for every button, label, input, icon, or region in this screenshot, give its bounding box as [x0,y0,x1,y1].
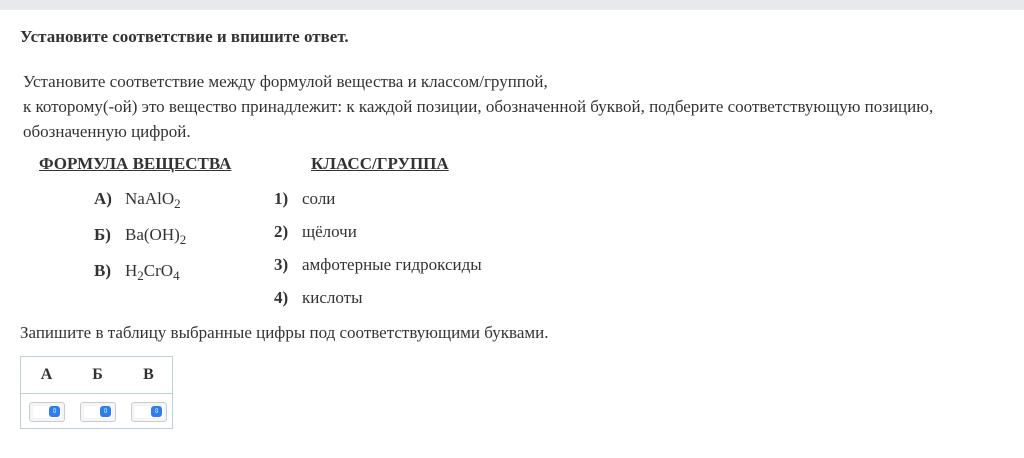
class-item-4 [274,288,363,308]
class-key: 2) [274,222,289,241]
up-down-chevron-icon[interactable]: ⇳ [151,406,162,417]
answer-select-a[interactable] [29,402,65,422]
prompt-line: к которому(-ой) это вещество принадлежит: к каждой позиции, обозначенной буквой, подберите соответствующую позицию, [23,97,934,116]
formula-key: А) [94,189,112,208]
answer-header-v: В [143,366,154,383]
formula-item-v [94,261,180,281]
formula-item-a [94,189,181,209]
class-item-3 [274,255,482,275]
task-title: Установите соответствие и впишите ответ. [20,27,349,46]
up-down-chevron-icon[interactable]: ⇳ [49,406,60,417]
class-key: 1) [274,189,289,208]
answer-header-a: А [40,366,53,383]
answer-select-b[interactable] [80,402,116,422]
class-column-heading: КЛАСС/ГРУППА [311,154,449,173]
top-strip [0,0,1024,10]
up-down-chevron-icon[interactable]: ⇳ [100,406,111,417]
class-label: амфотерные гидроксиды [302,255,482,274]
class-item-1 [274,189,335,209]
formula-text: $Ba(OH)_2$ [125,225,187,247]
answer-select-v[interactable] [131,402,167,422]
answer-table-header-row [21,357,172,394]
class-label: щёлочи [302,222,357,241]
class-label: соли [302,189,336,208]
instruction-text: Запишите в таблицу выбранные цифры под соответствующими буквами. [20,323,549,342]
task-prompt [23,69,1013,144]
prompt-line: Установите соответствие между формулой вещества и классом/группой, [23,72,548,91]
class-item-2 [274,222,357,242]
formula-item-b [94,225,186,245]
formula-text: $H_2CrO_4$ [125,261,180,283]
formula-text: NaAlO$_2$ [125,189,181,211]
class-key: 4) [274,288,289,307]
prompt-line: обозначенную цифрой. [23,122,191,141]
class-label: кислоты [302,288,363,307]
formula-key: В) [94,261,111,280]
answer-header-b: Б [92,366,103,383]
answer-table [20,356,173,429]
class-key: 3) [274,255,289,274]
formula-column-heading: ФОРМУЛА ВЕЩЕСТВА [39,154,232,173]
formula-key: Б) [94,225,111,244]
